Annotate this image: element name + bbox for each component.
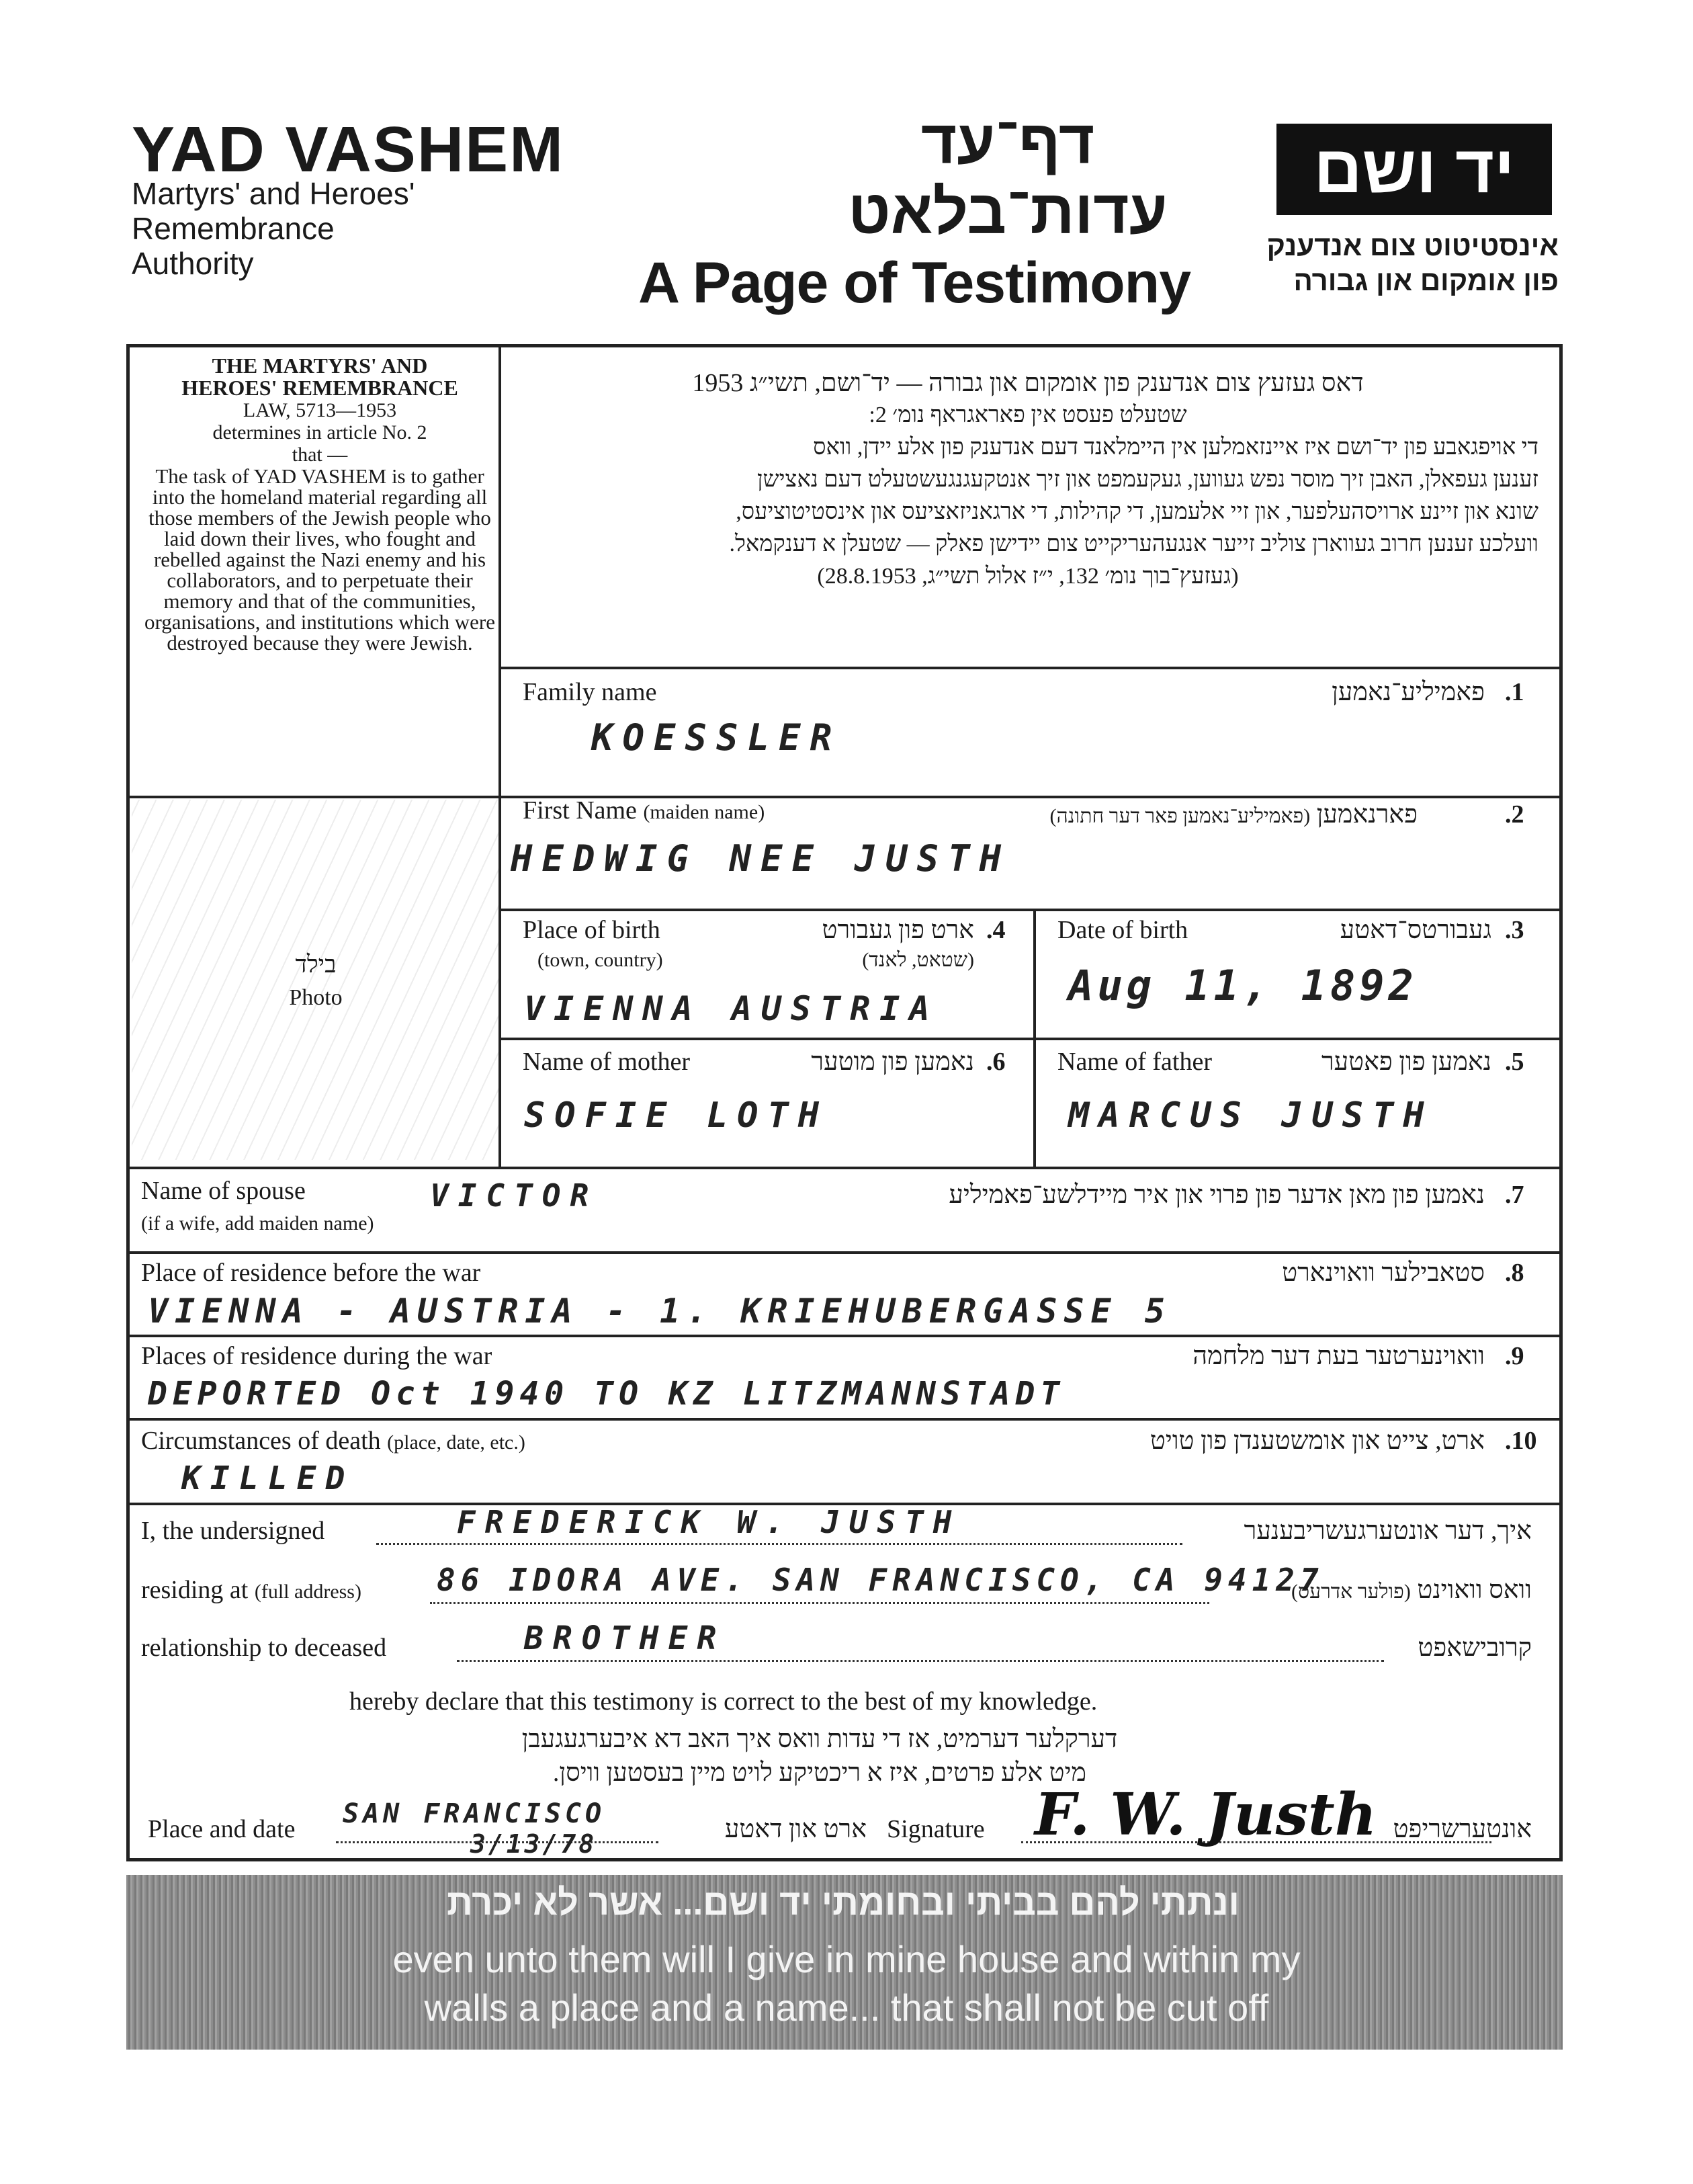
residence-before-label-heb: סטאבילער וואוינארט <box>1282 1259 1485 1287</box>
mother-name-value: SOFIE LOTH <box>524 1095 829 1136</box>
photo-area <box>132 800 498 1160</box>
signature-value: F. W. Justh <box>1035 1781 1377 1849</box>
law-text <box>142 355 497 653</box>
undersigned-label-heb: איך, דער אונטערגעשריבענער <box>1244 1517 1532 1545</box>
place-of-birth-label-small: (town, country) <box>537 949 663 971</box>
hebrew-title <box>793 108 1223 247</box>
death-label-small: (place, date, etc.) <box>387 1431 525 1454</box>
yiddish-law-line-2: שטעלט פעסט אין פאראגראף נומ׳ 2: <box>869 403 1187 427</box>
hebrew-title-1: דף־עד <box>920 108 1095 177</box>
first-name-label-heb <box>1008 800 1418 829</box>
mid-divider <box>1033 909 1036 1168</box>
org-sub-line-3: Authority <box>132 246 254 281</box>
death-circumstances-value: KILLED <box>181 1460 355 1497</box>
date-of-birth-label-heb: געבורטס־דאטע <box>1340 916 1491 944</box>
address-value: 86 IDORA AVE. SAN FRANCISCO, CA 94127 <box>437 1562 1324 1598</box>
place-of-birth-label: Place of birth <box>523 916 660 944</box>
first-name-label-text: First Name <box>523 796 637 825</box>
footer-verse-eng-1: even unto them will I give in mine house and within my <box>392 1938 1301 1980</box>
law-body: The task of YAD VASHEM is to gather into the homeland material regarding all those members of the Jewish people who laid down their lives, who fought and rebelled against the Nazi enemy and his collaborators, and to perpetuate their memory and that of the communities, organisations, and institutions which were destroyed because they were Jewish. <box>144 464 496 655</box>
declaration-text: hereby declare that this testimony is correct to the best of my knowledge. <box>349 1687 1098 1716</box>
footer-verse-eng <box>242 1935 1451 2032</box>
field-number-5: .5 <box>1505 1048 1524 1076</box>
address-label-small: (full address) <box>254 1581 361 1603</box>
date-of-birth-value: Aug 11, 1892 <box>1068 961 1418 1010</box>
hebrew-title-2: עדות־בלאט <box>848 178 1168 247</box>
logo-sub-1: אינסטיטוט צום אנדענק <box>1266 230 1559 261</box>
date-of-birth-label: Date of birth <box>1057 916 1188 944</box>
place-of-birth-label-heb: ארט פון געבורט <box>822 916 974 944</box>
father-name-label-heb: נאמען פון פאטער <box>1321 1048 1491 1076</box>
signature-label-heb: אונטערשריפט <box>1393 1815 1532 1843</box>
death-label-text: Circumstances of death <box>141 1427 381 1455</box>
page-title: A Page of Testimony <box>638 251 1191 315</box>
yiddish-law-text <box>517 367 1538 593</box>
place-of-birth-value: VIENNA AUSTRIA <box>524 989 939 1028</box>
date-value: 3/13/78 <box>470 1829 597 1859</box>
relation-label: relationship to deceased <box>141 1634 387 1662</box>
relation-label-heb: קרובישאפט <box>1418 1634 1532 1662</box>
field-number-6: .6 <box>986 1048 1006 1076</box>
law-line-5: that — <box>292 444 348 466</box>
address-label <box>141 1575 361 1605</box>
field-number-2: .2 <box>1505 800 1524 829</box>
residence-during-value: DEPORTED Oct 1940 TO KZ LITZMANNSTADT <box>148 1375 1066 1413</box>
yiddish-law-line-7: (געזעץ־בוך נומ׳ 132, י״ז אלול תשי״ג, 28.8.1953) <box>817 564 1239 589</box>
row-divider-4 <box>498 1038 1563 1040</box>
row-divider-8 <box>126 1418 1563 1421</box>
row-divider-1 <box>498 667 1563 669</box>
org-sub-line-2: Remembrance <box>132 211 335 246</box>
footer-verse-eng-2: walls a place and a name... that shall not be cut off <box>424 1986 1269 2029</box>
address-heb-text: וואס וואוינט <box>1417 1576 1532 1604</box>
death-circumstances-label-heb: ארט, צייט און אומשטענדן פון טויט <box>1149 1427 1485 1455</box>
residence-during-label-heb: וואוינערטער בעת דער מלחמה <box>1192 1342 1485 1370</box>
law-photo-divider <box>126 796 500 798</box>
left-column-divider <box>498 344 501 1168</box>
field-number-7: .7 <box>1505 1181 1524 1209</box>
yad-vashem-logo: יד ושם <box>1276 124 1552 215</box>
spouse-value: VICTOR <box>430 1177 599 1214</box>
yiddish-law-line-5: שונא און זיינע ארויסהעלפער, און זיי אלעמען, די קהילות, די ארגאניזאציעס און אינסטיטוציעס, <box>736 499 1538 524</box>
father-name-label: Name of father <box>1057 1048 1212 1076</box>
death-circumstances-label <box>141 1426 525 1456</box>
declaration-heb-2: מיט אלע פרטים, איז א ריכטיקע לויט מיין בעסטען וויסן. <box>552 1759 1087 1787</box>
org-sub-line-1: Martyrs' and Heroes' <box>132 176 415 211</box>
address-label-heb <box>1196 1575 1532 1605</box>
family-name-label: Family name <box>523 678 657 706</box>
yiddish-law-line-6: וועלכע זענען חרוב געווארן צוליב זייער אנגעהעריקייט צום יידישן פאלק — שטעלן א דענקמאל. <box>729 532 1538 556</box>
signature-label: Signature <box>887 1815 985 1843</box>
org-subtitle <box>132 176 415 281</box>
mother-name-label-heb: נאמען פון מוטער <box>811 1048 974 1076</box>
row-divider-3 <box>498 909 1563 911</box>
family-name-label-heb: פאמיליע־נאמען <box>1332 678 1485 706</box>
relation-line <box>457 1660 1384 1662</box>
photo-label-heb: בילד <box>295 951 337 978</box>
undersigned-line <box>376 1543 1182 1545</box>
row-divider-6 <box>126 1251 1563 1254</box>
residence-during-label: Places of residence during the war <box>141 1342 492 1370</box>
first-name-label-small: (maiden name) <box>643 801 765 823</box>
address-heb-small: (פולער אדרעס) <box>1291 1581 1411 1603</box>
field-number-9: .9 <box>1505 1342 1524 1370</box>
address-label-text: residing at <box>141 1576 249 1604</box>
footer-verse-heb: ונתתי להם בביתי ובחומתי יד ושם... אשר לא יכרת <box>446 1882 1240 1923</box>
law-line-2: HEROES' REMEMBRANCE <box>181 376 458 400</box>
law-line-3: LAW, 5713—1953 <box>243 399 397 421</box>
field-number-4: .4 <box>986 916 1006 944</box>
logo-subtitle <box>1263 228 1559 298</box>
first-name-label <box>523 796 765 825</box>
law-line-1: THE MARTYRS' AND <box>212 353 428 378</box>
first-name-heb-small: (פאמיליע־נאמען פאר דער חתונה) <box>1049 805 1311 827</box>
field-number-10: .10 <box>1505 1427 1537 1455</box>
mother-name-label: Name of mother <box>523 1048 691 1076</box>
logo-sub-2: פון אומקום און גבורה <box>1293 265 1559 296</box>
org-name: YAD VASHEM <box>132 114 565 185</box>
first-name-value: HEDWIG NEE JUSTH <box>511 837 1011 880</box>
yiddish-law-line-4: זענען געפאלן, האבן זיך מוסר נפש געווען, געקעמפט און זיך אנטקעגנגעשטעלט דעם נאצישן <box>756 467 1538 492</box>
address-line <box>430 1602 1209 1604</box>
field-number-1: .1 <box>1505 678 1524 706</box>
place-date-label: Place and date <box>148 1815 296 1843</box>
undersigned-label: I, the undersigned <box>141 1517 325 1545</box>
undersigned-value: FREDERICK W. JUSTH <box>457 1504 961 1540</box>
row-divider-7 <box>126 1335 1563 1337</box>
row-divider-5 <box>126 1167 1563 1169</box>
father-name-value: MARCUS JUSTH <box>1068 1095 1434 1136</box>
first-name-heb-text: פארנאמען <box>1316 800 1418 829</box>
place-date-label-heb: ארט און דאטע <box>724 1815 867 1843</box>
spouse-label-small: (if a wife, add maiden name) <box>141 1212 374 1234</box>
spouse-label-heb: נאמען פון מאן אדער פון פרוי און איר מיידלשע־פאמיליע <box>949 1181 1485 1209</box>
law-line-4: determines in article No. 2 <box>212 421 427 444</box>
photo-label: Photo <box>289 985 343 1010</box>
declaration-heb-1: דערקלער דערמיט, אז די עדות וואס איך האב דא איבערגעגעבן <box>521 1725 1118 1753</box>
place-value: SAN FRANCISCO <box>343 1798 606 1829</box>
field-number-3: .3 <box>1505 916 1524 944</box>
yiddish-law-line-3: די אויפגאבע פון יד־ושם איז איינזאמלען אין היימלאנד דעם אנדענק פון אלע יידן, וואס <box>813 435 1538 460</box>
spouse-label: Name of spouse <box>141 1177 306 1205</box>
place-of-birth-heb-small: (שטאט, לאנד) <box>862 949 974 971</box>
residence-before-label: Place of residence before the war <box>141 1259 481 1287</box>
yiddish-law-line-1: דאס געזעץ צום אנדענק פון אומקום און גבורה — יד־ושם, תשי״ג 1953 <box>692 369 1364 397</box>
residence-before-value: VIENNA - AUSTRIA - 1. KRIEHUBERGASSE 5 <box>148 1292 1172 1331</box>
field-number-8: .8 <box>1505 1259 1524 1287</box>
relation-value: BROTHER <box>524 1620 726 1657</box>
family-name-value: KOESSLER <box>591 716 842 759</box>
